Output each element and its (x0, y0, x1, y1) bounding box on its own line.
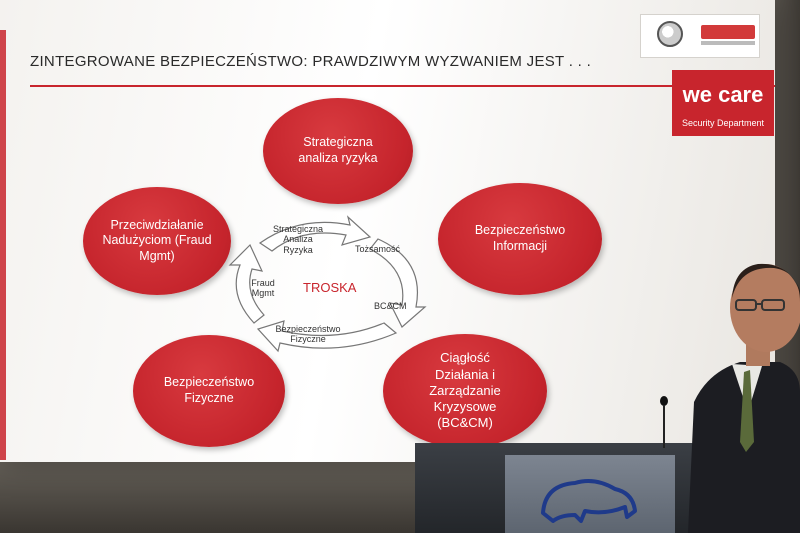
slide-title: ZINTEGROWANE BEZPIECZEŃSTWO: PRAWDZIWYM WYZWANIEM JEST . . . (30, 53, 592, 70)
circle-risk-analysis-label: Strategiczna analiza ryzyka (298, 135, 378, 165)
circle-fraud-prevention (83, 187, 231, 295)
we-care-badge (672, 70, 774, 136)
cycle-label-physical: Bezpieczeństwo Fizyczne (275, 324, 341, 345)
cycle-label-bccm: BC&CM (374, 301, 407, 311)
we-care-subtitle: Security Department (681, 118, 765, 128)
football-icon (657, 21, 683, 47)
bison-logo-icon (505, 455, 675, 533)
presenter-person (688, 262, 800, 533)
circle-business-continuity-label: Ciągłość Działania i Zarządzanie Kryzysowe (BC&CM) (429, 350, 501, 431)
uefa-unicredit-logo (640, 14, 760, 58)
sponsor-caption-icon (701, 41, 755, 45)
cycle-label-fraud: Fraud Mgmt (251, 278, 275, 299)
cycle-center-label: TROSKA (303, 280, 357, 295)
we-care-text: we care (682, 82, 764, 107)
slide-accent-band (0, 30, 6, 460)
circle-information-security-label: Bezpieczeństwo Informacji (474, 223, 566, 253)
circle-fraud-prevention-label: Przeciwdziałanie Nadużyciom (Fraud Mgmt) (102, 217, 212, 263)
microphone-icon (659, 396, 669, 448)
circle-physical-security-label: Bezpieczeństwo Fizyczne (163, 375, 255, 405)
cycle-label-strategic: Strategiczna Analiza Ryzyka (272, 224, 324, 255)
podium-panel (505, 455, 675, 533)
cycle-label-identity: Tożsamość (355, 244, 401, 254)
title-divider (30, 85, 775, 87)
circle-information-security (438, 183, 602, 295)
unicredit-mark-icon (701, 25, 755, 39)
circle-risk-analysis (263, 98, 413, 204)
